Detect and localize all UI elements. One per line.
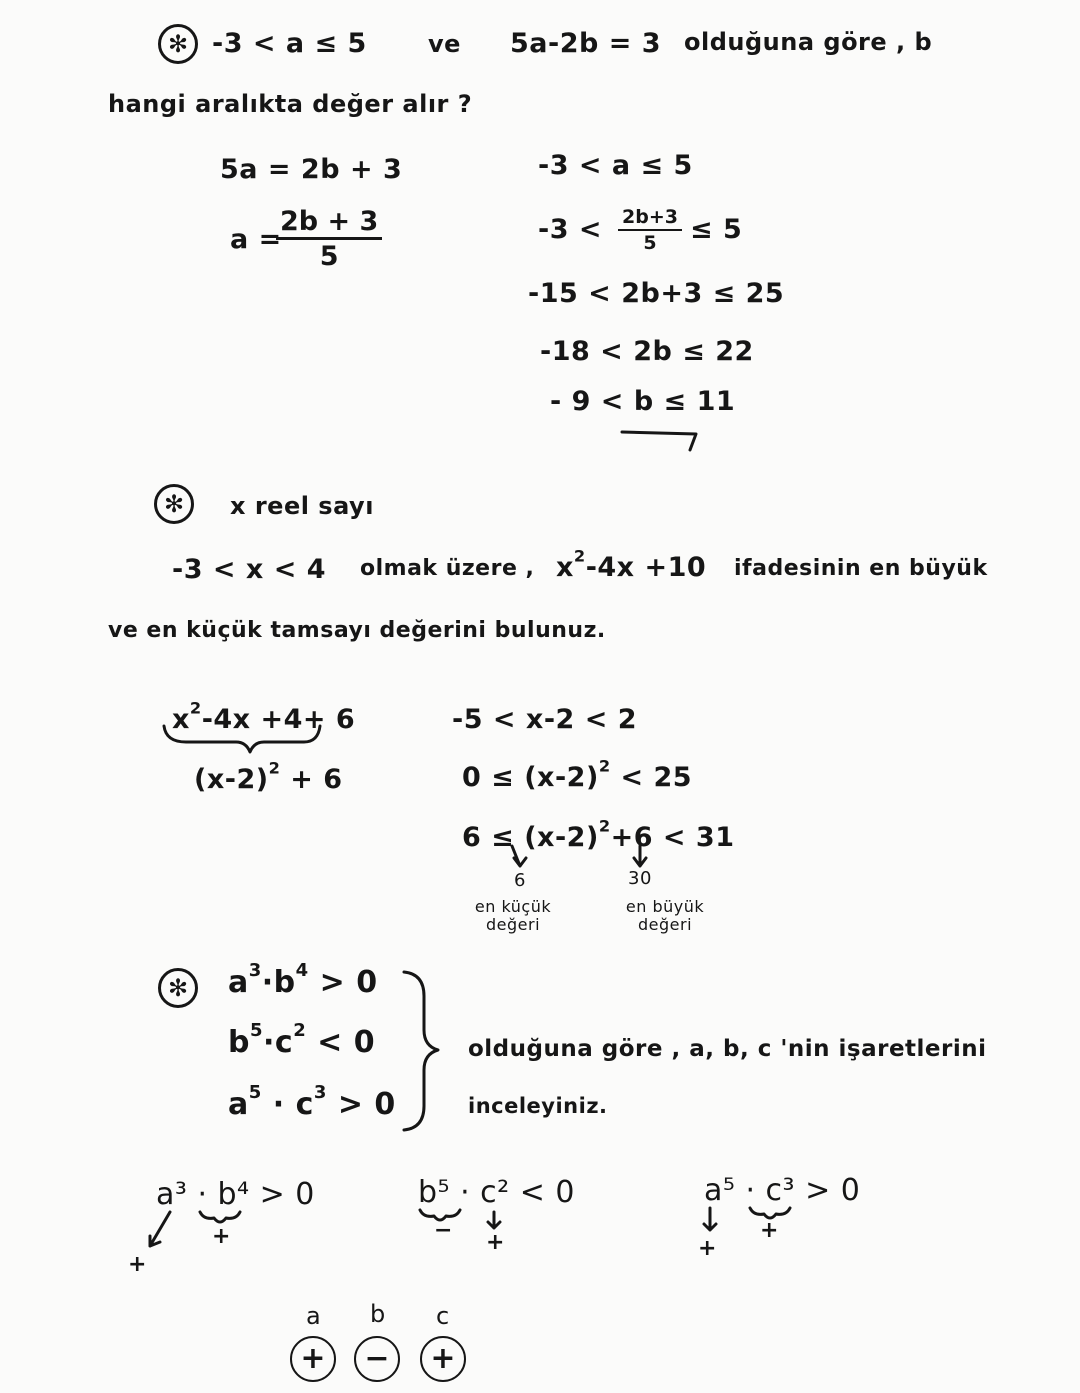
term-base: x xyxy=(172,704,190,735)
p3-sign-c-work3: + xyxy=(760,1218,779,1243)
exp: 3 xyxy=(248,959,262,981)
p3-work-2: b⁵ · c² < 0 xyxy=(418,1175,575,1210)
p1-question-tail: olduğuna göre , b xyxy=(684,28,933,56)
p2-title: x reel sayı xyxy=(230,492,374,520)
p3-result-label-a: a xyxy=(306,1302,322,1330)
p2-step-right-1: -5 < x-2 < 2 xyxy=(452,704,638,735)
relation: > 0 xyxy=(326,1087,396,1122)
label-line-1: en küçük xyxy=(474,897,552,916)
p3-result-sign-a: + xyxy=(290,1336,336,1382)
p3-sign-b-work1: + xyxy=(212,1224,231,1249)
p2-min-value: 6 xyxy=(514,870,526,891)
base-a: a xyxy=(228,965,249,1000)
p1-step-right-4: -18 < 2b ≤ 22 xyxy=(540,336,754,367)
expr-rest: -4x +10 xyxy=(585,552,707,583)
p1-question-line-2: hangi aralıkta değer alır ? xyxy=(108,90,473,118)
relation: > 0 xyxy=(308,965,378,1000)
p3-question-line-2: inceleyiniz. xyxy=(468,1094,608,1118)
p1-step-right-2-right: ≤ 5 xyxy=(690,214,743,245)
problem-1-star-marker: ✻ xyxy=(158,24,198,64)
fraction-denominator: 5 xyxy=(319,241,339,272)
p3-w3-arrow-a xyxy=(704,1208,716,1230)
p3-question-line-1: olduğuna göre , a, b, c 'nin işaretlerini xyxy=(468,1036,987,1062)
exp: 5 xyxy=(249,1019,264,1041)
term-b: +6 < 31 xyxy=(610,822,735,853)
p3-w1-arrow-a xyxy=(150,1212,170,1246)
p3-sign-b-work2: − xyxy=(434,1218,453,1243)
p1-and-word: ve xyxy=(428,30,461,58)
p1-step-left-2-prefix: a = xyxy=(230,224,282,255)
base-b: ·c xyxy=(263,1025,294,1060)
p1-step-left-1: 5a = 2b + 3 xyxy=(220,154,403,185)
p2-arrow-min xyxy=(512,846,526,866)
p3-sign-a-work1: + xyxy=(128,1252,147,1277)
fraction-denominator: 5 xyxy=(643,232,657,254)
term-a: 6 ≤ (x-2) xyxy=(462,822,599,853)
term-exponent: 2 xyxy=(189,698,202,718)
p3-sign-a-work3: + xyxy=(698,1236,717,1261)
term-exponent: 2 xyxy=(598,756,611,776)
term-a: 0 ≤ (x-2) xyxy=(462,762,599,793)
term-constant: + 6 xyxy=(302,704,356,735)
p2-underbrace xyxy=(164,726,320,752)
exp: 5 xyxy=(248,1081,262,1103)
p2-line-1-tail: ifadesinin en büyük xyxy=(734,556,988,581)
exp: 4 xyxy=(295,959,309,981)
expr-base: x xyxy=(556,552,574,583)
p2-arrow-max xyxy=(634,846,646,866)
p1-given-equation: 5a-2b = 3 xyxy=(510,28,662,59)
p1-step-right-5-answer: - 9 < b ≤ 11 xyxy=(550,386,736,417)
term-base: (x-2) xyxy=(194,764,269,795)
term-rest: + 6 xyxy=(280,764,343,795)
p3-work-3: a⁵ · c³ > 0 xyxy=(704,1173,861,1208)
p1-given-inequality: -3 < a ≤ 5 xyxy=(212,28,367,59)
base-a: a xyxy=(228,1087,249,1122)
base-a: b xyxy=(228,1025,250,1060)
p3-w2-underbrace-b xyxy=(420,1210,460,1220)
label-line-1: en büyük xyxy=(625,897,705,916)
p3-result-sign-b: − xyxy=(354,1336,400,1382)
p1-step-right-1: -3 < a ≤ 5 xyxy=(538,150,693,181)
expr-exponent: 2 xyxy=(573,546,586,566)
p2-max-value: 30 xyxy=(628,868,652,889)
p2-line-2: ve en küçük tamsayı değerini bulunuz. xyxy=(108,618,606,643)
problem-2-star-marker: ✻ xyxy=(154,484,194,524)
p3-curly-brace xyxy=(404,972,438,1130)
p1-answer-underline xyxy=(622,432,696,450)
p3-sign-c-work2: + xyxy=(486,1230,505,1255)
p3-w1-underbrace-b xyxy=(200,1212,240,1222)
p1-step-right-2-left: -3 < xyxy=(538,214,603,245)
p3-result-label-c: c xyxy=(436,1302,450,1330)
p3-w2-arrow-c xyxy=(488,1212,500,1228)
p3-result-sign-c: + xyxy=(420,1336,466,1382)
term-exponent: 2 xyxy=(268,758,281,778)
label-line-2: değeri xyxy=(485,915,541,934)
fraction-numerator: 2b + 3 xyxy=(276,208,382,240)
base-b: · c xyxy=(261,1087,314,1122)
exp: 2 xyxy=(293,1019,307,1041)
problem-3-star-marker: ✻ xyxy=(158,968,198,1008)
base-b: ·b xyxy=(261,965,296,1000)
p3-work-1: a³ · b⁴ > 0 xyxy=(156,1177,315,1212)
p3-w3-underbrace-c xyxy=(750,1208,790,1218)
p3-result-label-b: b xyxy=(370,1300,386,1328)
term-b: < 25 xyxy=(610,762,693,793)
fraction-numerator: 2b+3 xyxy=(618,208,682,231)
p2-line-1-text: olmak üzere , xyxy=(360,556,535,581)
term-rest: -4x +4 xyxy=(201,704,303,735)
term-exponent: 2 xyxy=(598,816,611,836)
relation: < 0 xyxy=(306,1025,376,1060)
p1-step-right-3: -15 < 2b+3 ≤ 25 xyxy=(528,278,785,309)
p2-condition: -3 < x < 4 xyxy=(172,554,327,585)
exp: 3 xyxy=(313,1081,327,1103)
label-line-2: değeri xyxy=(637,915,693,934)
